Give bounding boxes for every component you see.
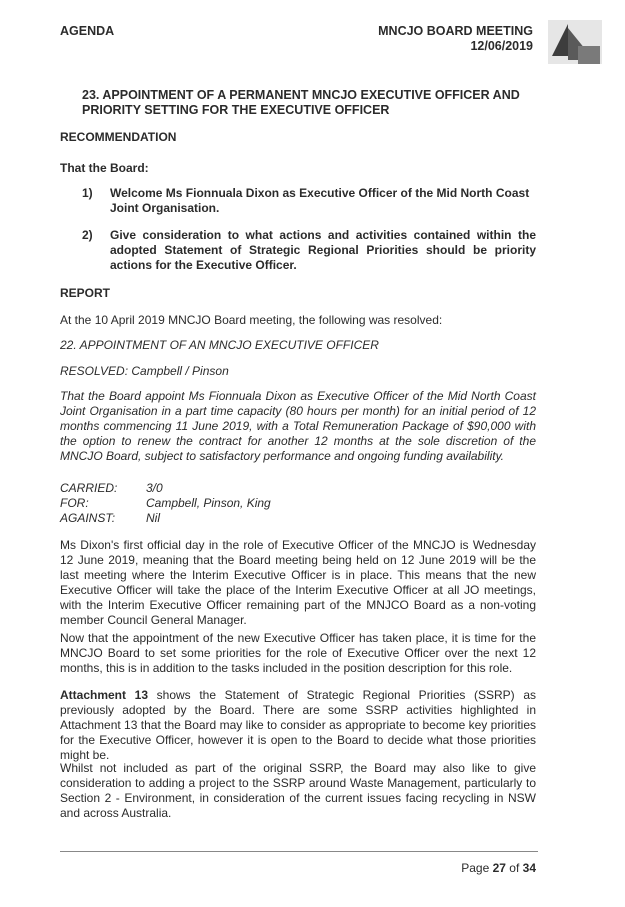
vote-carried: CARRIED: 3/0 — [60, 481, 163, 495]
report-intro: At the 10 April 2019 MNCJO Board meeting, the following was resolved: — [60, 313, 443, 327]
organisation-logo — [548, 20, 602, 64]
page-number: Page 27 of 34 — [461, 861, 536, 875]
header-meeting — [378, 24, 533, 54]
resolved-line: RESOLVED: Campbell / Pinson — [60, 364, 229, 378]
paragraph: Attachment 13 shows the Statement of Strategic Regional Priorities (SSRP) as previously adopted by the Board. There are some SSRP activities highlighted in Attachment 13 that the Board may like to consider as appropriate to become key priorities for the Executive Officer, however it is open to the Board to decide what those priorities might be. — [60, 688, 537, 762]
header-meeting-date: 12/06/2019 — [470, 39, 533, 53]
footer-divider — [60, 851, 538, 852]
paragraph: Whilst not included as part of the original SSRP, the Board may also like to give consideration to adding a project to the SSRP around Waste Management, particularly to Section 2 - Environment, in consideration of the current issues facing recycling in NSW and across Australia. — [60, 761, 536, 820]
resolution-heading: 22. APPOINTMENT OF AN MNCJO EXECUTIVE OFFICER — [60, 338, 379, 352]
resolution-text: That the Board appoint Ms Fionnuala Dixon as Executive Officer of the Mid North Coast Joint Organisation in a part time capacity (80 hours per month) for an initial period of 12 months commencing 11 June 2019, with a Total Remuneration Package of $90,000 with the option to renew the contract for another 12 months at the sole discretion of the MNCJO Board, subject to satisfactory performance and ongoing funding availability. — [60, 389, 536, 463]
attachment-reference: Attachment 13 — [60, 688, 149, 702]
paragraph: Ms Dixon's first official day in the role of Executive Officer of the MNCJO is Wednesday 12 June 2019, meaning that the Board meeting being held on 12 June 2019 will be the last meeting where the Interim Executive Officer is in place. This means that the new Executive Officer will take the place of the Interim Executive Officer at all JO meetings, with the Interim Executive Officer remaining part of the MNJCO Board as a non-voting member Council General Manager. — [60, 538, 536, 627]
that-the-board: That the Board: — [60, 161, 149, 175]
vote-for: FOR: Campbell, Pinson, King — [60, 496, 271, 510]
recommendation-number: 1) — [82, 186, 93, 200]
header-meeting-title: MNCJO BOARD MEETING — [378, 24, 533, 38]
recommendation-text: Welcome Ms Fionnuala Dixon as Executive Officer of the Mid North Coast Joint Organisation. — [110, 186, 530, 215]
vote-against: AGAINST: Nil — [60, 511, 160, 525]
recommendation-number: 2) — [82, 228, 93, 242]
recommendation-text: Give consideration to what actions and activities contained within the adopted Statement of Strategic Regional Priorities should be priority actions for the Executive Officer. — [110, 228, 536, 272]
item-title: 23. APPOINTMENT OF A PERMANENT MNCJO EXECUTIVE OFFICER AND PRIORITY SETTING FOR THE EXECUTIVE OFFICER — [82, 88, 520, 117]
report-heading: REPORT — [60, 286, 111, 300]
recommendation-heading: RECOMMENDATION — [60, 130, 177, 144]
paragraph: Now that the appointment of the new Executive Officer has taken place, it is time for the MNCJO Board to set some priorities for the role of Executive Officer over the next 12 months, this is in addition to the tasks included in the position description for this role. — [60, 631, 536, 675]
header-agenda: AGENDA — [60, 24, 115, 38]
